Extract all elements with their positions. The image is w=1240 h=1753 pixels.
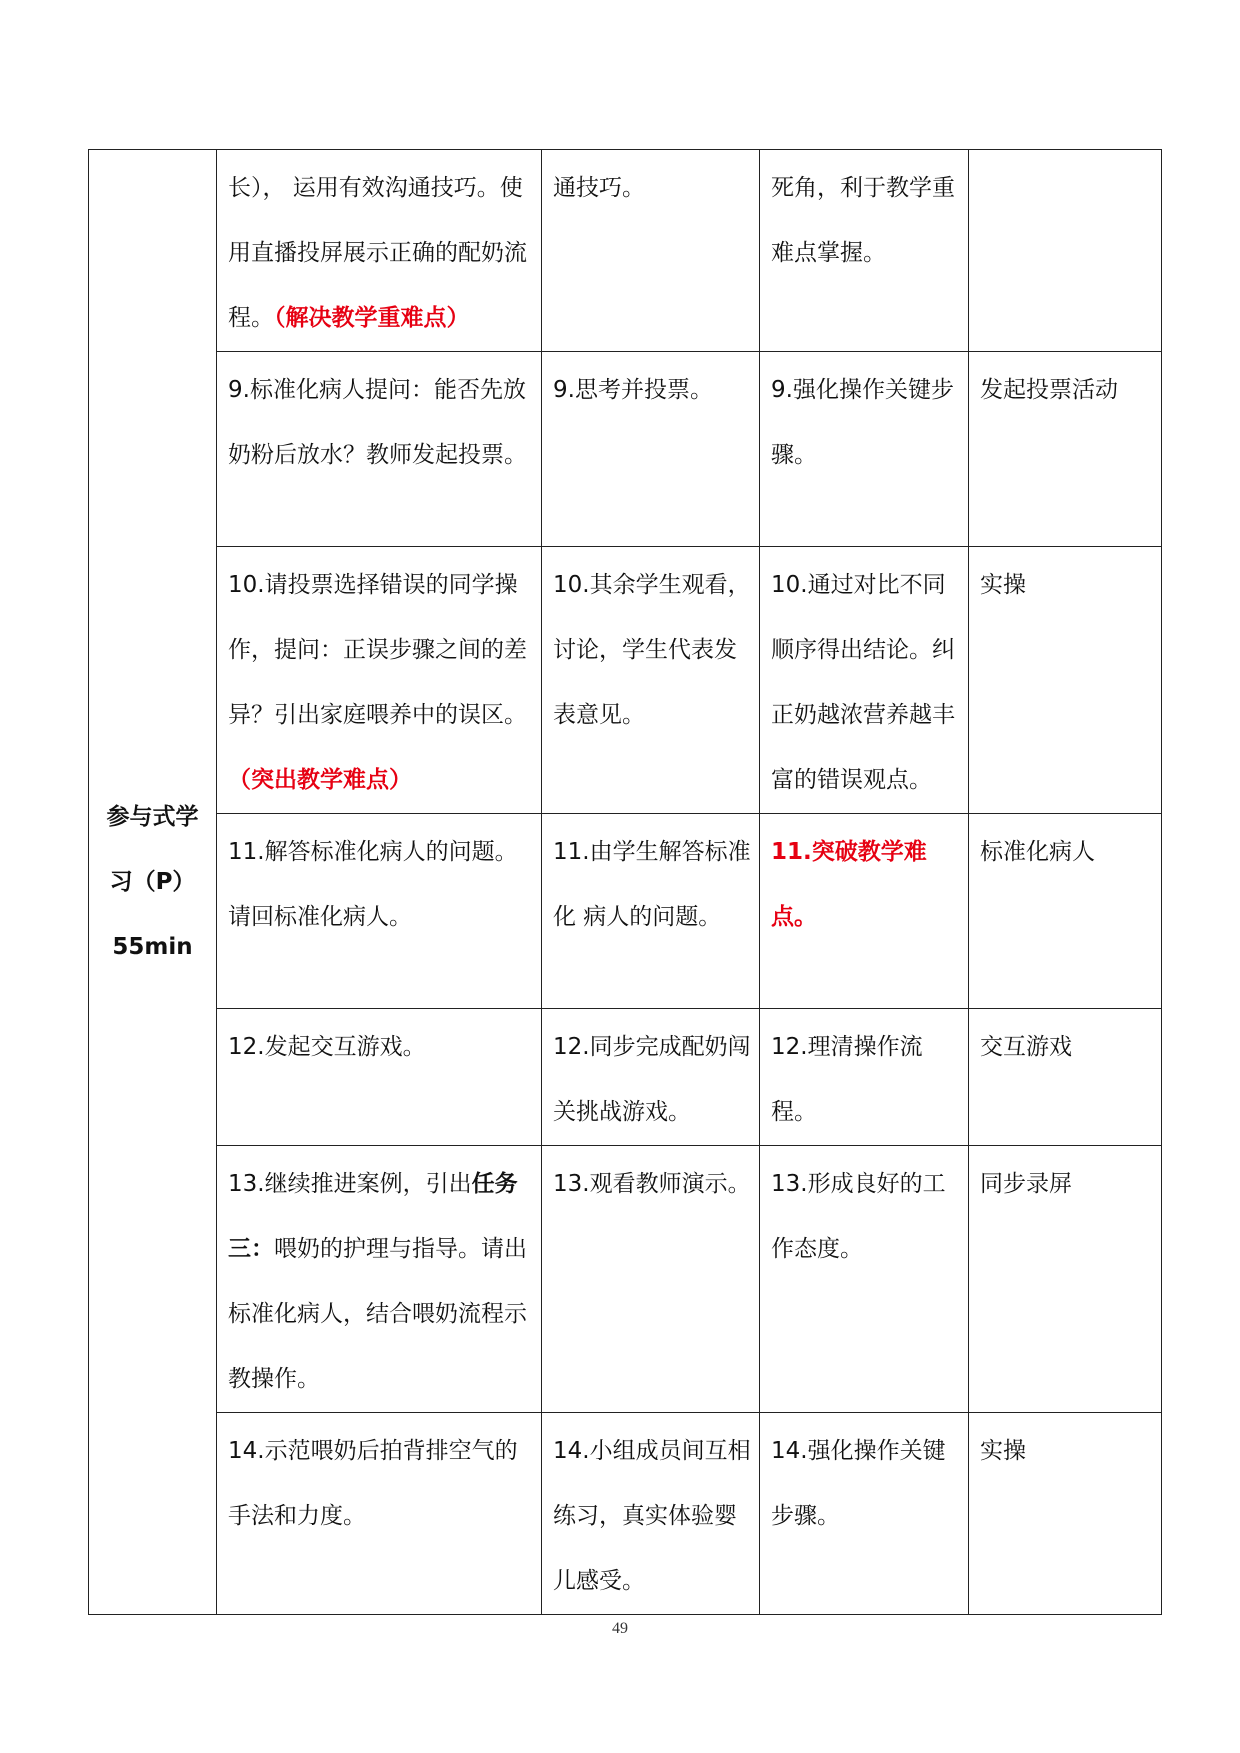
teacher-activity-cell: 12.发起交互游戏。 [217,1009,542,1146]
method-cell: 标准化病人 [969,814,1162,1009]
emphasis-note: （解决教学重难点） [274,305,470,331]
table-row [89,352,1162,547]
table-row [89,1146,1162,1413]
task-label: 任务三： [228,1171,518,1262]
emphasis-note: （突出教学难点） [228,767,412,793]
method-cell: 发起投票活动 [969,352,1162,547]
table-row [89,547,1162,814]
design-intent-cell: 死角，利于教学重难点掌握。 [760,150,969,352]
design-intent-cell: 13.形成良好的工作态度。 [760,1146,969,1413]
table-row [89,1009,1162,1146]
student-activity-cell: 通技巧。 [542,150,760,352]
phase-duration: 55min [112,933,193,960]
student-activity-cell: 13.观看教师演示。 [542,1146,760,1413]
design-intent-cell: 12.理清操作流程。 [760,1009,969,1146]
method-cell: 同步录屏 [969,1146,1162,1413]
student-activity-cell: 11.由学生解答标准化 病人的问题。 [542,814,760,1009]
lesson-plan-table [88,149,1162,1615]
teacher-activity-cell: 9.标准化病人提问：能否先放奶粉后放水？教师发起投票。 [217,352,542,547]
teacher-activity-cell: 13.继续推进案例，引出任务三：喂奶的护理与指导。请出标准化病人，结合喂奶流程示教操作。 [217,1146,542,1413]
teacher-activity-cell: 10.请投票选择错误的同学操作，提问：正误步骤之间的差异？引出家庭喂养中的误区。（突出教学难点） [217,547,542,814]
phase-label-line1: 参与式学 [106,803,199,830]
table-row [89,814,1162,1009]
page-number: 49 [612,1620,628,1637]
emphasis-note: 11.突破教学难点。 [771,839,927,930]
method-cell: 交互游戏 [969,1009,1162,1146]
teacher-activity-cell: 11.解答标准化病人的问题。请回标准化病人。 [217,814,542,1009]
method-cell [969,150,1162,352]
student-activity-cell: 14.小组成员间互相练习，真实体验婴儿感受。 [542,1413,760,1615]
design-intent-cell: 9.强化操作关键步 骤。 [760,352,969,547]
method-cell: 实操 [969,1413,1162,1615]
student-activity-cell: 10.其余学生观看，讨论，学生代表发表意见。 [542,547,760,814]
method-cell: 实操 [969,547,1162,814]
student-activity-cell: 9.思考并投票。 [542,352,760,547]
phase-label-line2: 习（P） [109,868,196,895]
student-activity-cell: 12.同步完成配奶闯关挑战游戏。 [542,1009,760,1146]
table-row [89,1413,1162,1615]
design-intent-cell: 14.强化操作关键步骤。 [760,1413,969,1615]
table-row [89,150,1162,352]
teacher-activity-cell: 14.示范喂奶后拍背排空气的手法和力度。 [217,1413,542,1615]
design-intent-cell: 10.通过对比不同顺序得出结论。纠正奶越浓营养越丰富的错误观点。 [760,547,969,814]
design-intent-cell [760,814,969,1009]
teacher-activity-cell: 长）， 运用有效沟通技巧。使用直播投屏展示正确的配奶流程。（解决教学重难点） [217,150,542,352]
phase-cell [89,150,217,1615]
